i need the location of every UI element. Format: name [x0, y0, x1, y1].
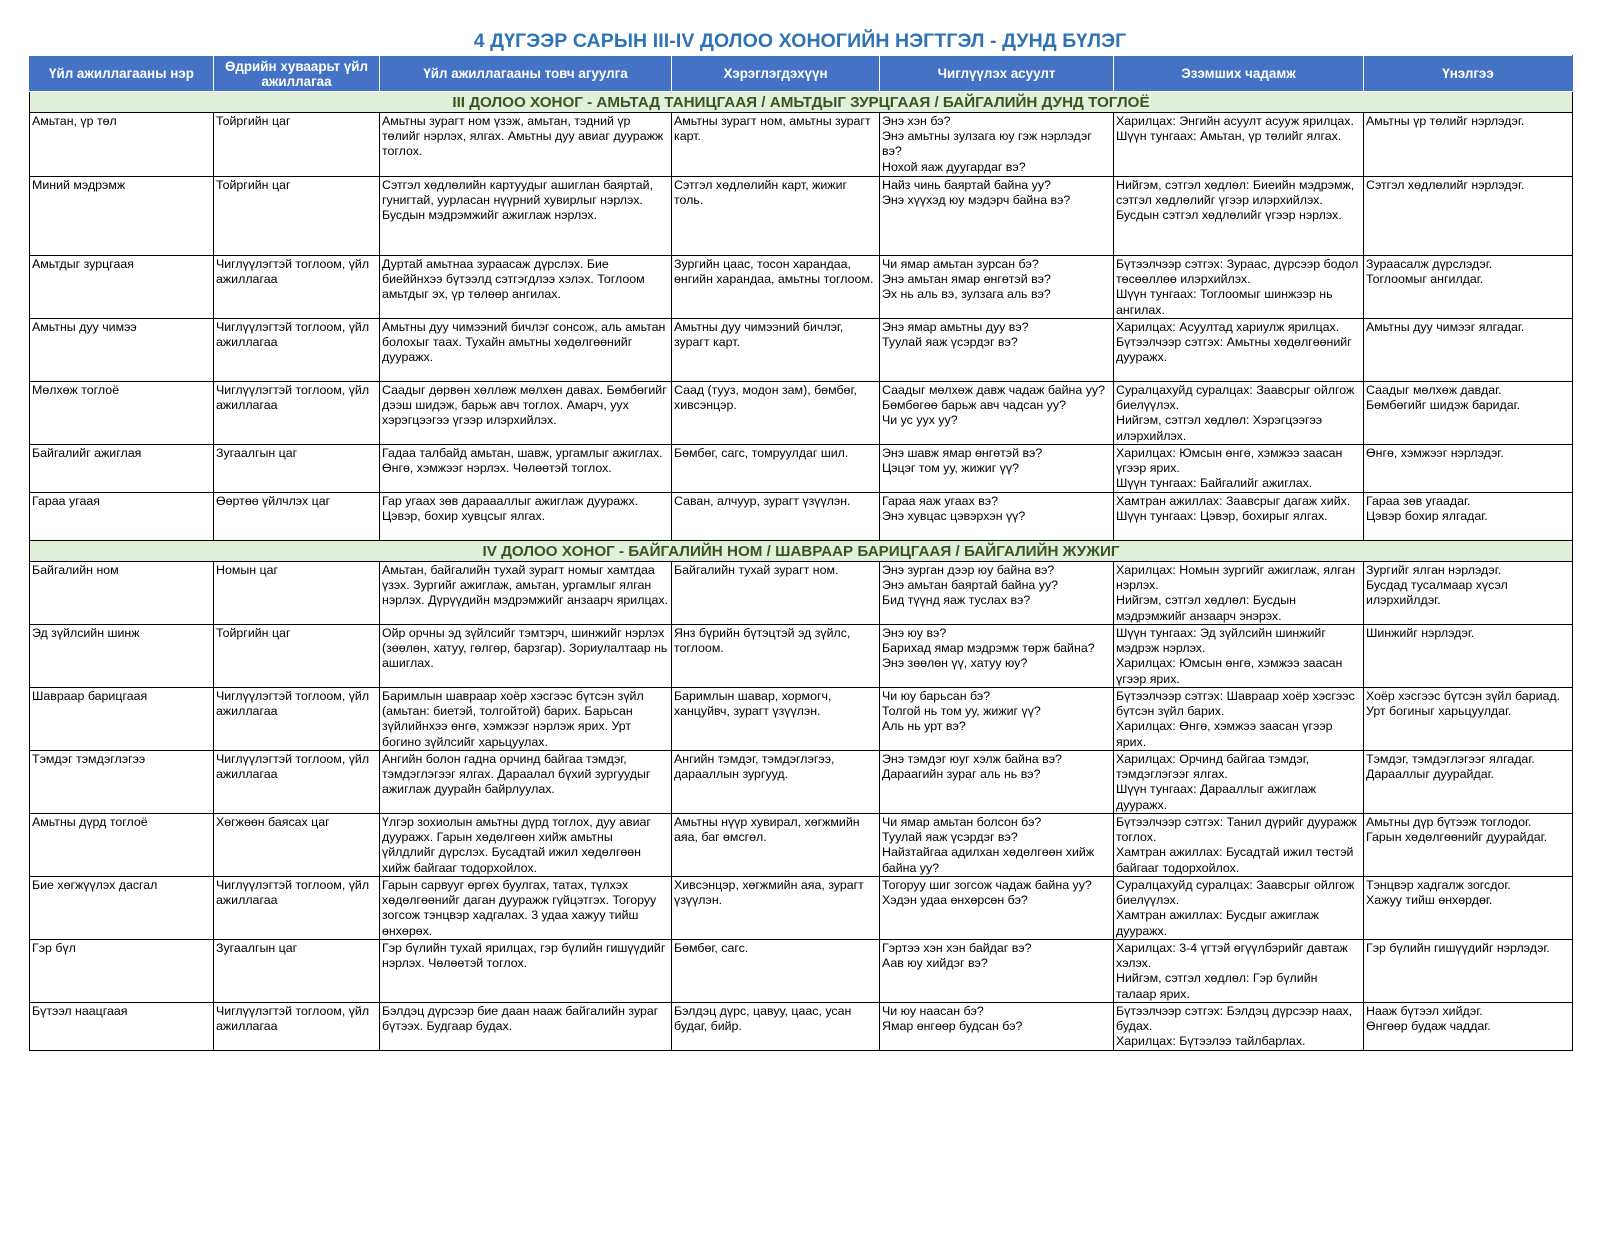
table-row	[30, 256, 1573, 319]
table-header-row	[30, 56, 1573, 92]
schedule-cell: Хөгжөөн баясах цаг	[214, 814, 380, 877]
table-row	[30, 319, 1573, 382]
assessment-cell: Саадыг мөлхөж давдаг. Бөмбөгийг шидэж баридаг.	[1364, 382, 1573, 445]
table-row	[30, 625, 1573, 688]
questions-cell: Чи юу барьсан бэ? Толгой нь том уу, жижиг үү? Аль нь урт вэ?	[880, 688, 1114, 751]
assessment-cell: Амьтны дүр бүтээж тоглодог. Гарын хөдөлгөөнийг дуурайдаг.	[1364, 814, 1573, 877]
assessment-cell: Гараа зөв угаадаг. Цэвэр бохир ялгадаг.	[1364, 493, 1573, 541]
schedule-cell: Зугаалгын цаг	[214, 940, 380, 1003]
materials-cell: Амьтны нүүр хувирал, хөгжмийн аяа, баг өмсгөл.	[672, 814, 880, 877]
table-row	[30, 562, 1573, 625]
content-cell: Сэтгэл хөдлөлийн картуудыг ашиглан баяртай, гунигтай, уурласан нүүрний хувирлыг нэрлэх. Бусдын мэдрэмжийг ажиглаж нэрлэх.	[380, 177, 672, 256]
schedule-cell: Чиглүүлэгтэй тоглоом, үйл ажиллагаа	[214, 751, 380, 814]
content-cell: Амьтан, байгалийн тухай зурагт номыг хамтдаа үзэх. Зургийг ажиглаж, амьтан, ургамлыг ялган нэрлэх. Дүрүүдийн мэдрэмжийг анзаарч ярилцах.	[380, 562, 672, 625]
week-header-row	[30, 92, 1573, 113]
questions-cell: Энэ шавж ямар өнгөтэй вэ? Цэцэг том уу, жижиг үү?	[880, 445, 1114, 493]
materials-cell: Зургийн цаас, тосон харандаа, өнгийн харандаа, амьтны тоглоом.	[672, 256, 880, 319]
competency-cell: Харилцах: Энгийн асуулт асууж ярилцах. Шүүн тунгаах: Амьтан, үр төлийг ялгах.	[1114, 113, 1364, 177]
schedule-cell: Өөртөө үйлчлэх цаг	[214, 493, 380, 541]
questions-cell: Чи юу наасан бэ? Ямар өнгөөр будсан бэ?	[880, 1003, 1114, 1051]
questions-cell: Энэ юу вэ? Барихад ямар мэдрэмж төрж байна? Энэ зөөлөн үү, хатуу юу?	[880, 625, 1114, 688]
activity-name-cell: Бүтээл наацгаая	[30, 1003, 214, 1051]
materials-cell: Саван, алчуур, зурагт үзүүлэн.	[672, 493, 880, 541]
assessment-cell: Зургийг ялган нэрлэдэг. Бусдад тусалмаар хүсэл илэрхийлдэг.	[1364, 562, 1573, 625]
content-cell: Амьтны дуу чимээний бичлэг сонсож, аль амьтан болохыг таах. Тухайн амьтны хөдөлгөөнийг дууражх.	[380, 319, 672, 382]
materials-cell: Ангийн тэмдэг, тэмдэглэгээ, дарааллын зургууд.	[672, 751, 880, 814]
assessment-cell: Амьтны үр төлийг нэрлэдэг.	[1364, 113, 1573, 177]
assessment-cell: Хоёр хэсгээс бүтсэн зүйл бариад. Урт богиныг харьцуулдаг.	[1364, 688, 1573, 751]
materials-cell: Бэлдэц дүрс, цавуу, цаас, усан будаг, бийр.	[672, 1003, 880, 1051]
table-row	[30, 445, 1573, 493]
activity-name-cell: Шавраар барицгаая	[30, 688, 214, 751]
content-cell: Гарын сарвууг өргөх буулгах, татах, түлхэх хөдөлгөөнийг даган дууражж гүйцэтгэх. Тогоруу зогсож тэнцвэр хадгалах. 3 удаа хажуу тийш өнхөрөх.	[380, 877, 672, 940]
page-title: 4 ДҮГЭЭР САРЫН III-IV ДОЛОО ХОНОГИЙН НЭГТГЭЛ - ДУНД БҮЛЭГ	[473, 30, 1127, 52]
activity-name-cell: Амьтан, үр төл	[30, 113, 214, 177]
content-cell: Ойр орчны эд зүйлсийг тэмтэрч, шинжийг нэрлэх (зөөлөн, хатуу, гөлгөр, барзгар). Зориулалтаар нь ашиглах.	[380, 625, 672, 688]
assessment-cell: Өнгө, хэмжээг нэрлэдэг.	[1364, 445, 1573, 493]
col-header-materials: Хэрэглэгдэхүүн	[672, 56, 880, 92]
competency-cell: Бүтээлчээр сэтгэх: Зураас, дүрсээр бодол төсөөллөө илэрхийлэх. Шүүн тунгаах: Тоглоомыг шинжээр нь ангилах.	[1114, 256, 1364, 319]
week-title: III ДОЛОО ХОНОГ - АМЬТАД ТАНИЦГААЯ / АМЬТДЫГ ЗУРЦГААЯ / БАЙГАЛИЙН ДУНД ТОГЛОЁ	[30, 92, 1573, 113]
competency-cell: Харилцах: Асуултад хариулж ярилцах. Бүтээлчээр сэтгэх: Амьтны хөдөлгөөнийг дууражх.	[1114, 319, 1364, 382]
materials-cell: Баримлын шавар, хормогч, ханцуйвч, зурагт үзүүлэн.	[672, 688, 880, 751]
table-row	[30, 877, 1573, 940]
materials-cell: Сэтгэл хөдлөлийн карт, жижиг толь.	[672, 177, 880, 256]
table-row	[30, 1003, 1573, 1051]
schedule-cell: Чиглүүлэгтэй тоглоом, үйл ажиллагаа	[214, 319, 380, 382]
schedule-cell: Тойргийн цаг	[214, 177, 380, 256]
table-body	[30, 92, 1573, 1051]
materials-cell: Хивсэнцэр, хөгжмийн аяа, зурагт үзүүлэн.	[672, 877, 880, 940]
activity-name-cell: Гараа угаая	[30, 493, 214, 541]
week-title: IV ДОЛОО ХОНОГ - БАЙГАЛИЙН НОМ / ШАВРААР БАРИЦГААЯ / БАЙГАЛИЙН ЖУЖИГ	[30, 541, 1573, 562]
schedule-cell: Чиглүүлэгтэй тоглоом, үйл ажиллагаа	[214, 877, 380, 940]
col-header-schedule: Өдрийн хуваарьт үйл ажиллагаа	[214, 56, 380, 92]
questions-cell: Энэ тэмдэг юуг хэлж байна вэ? Дараагийн зураг аль нь вэ?	[880, 751, 1114, 814]
questions-cell: Саадыг мөлхөж давж чадаж байна уу? Бөмбөгөө барьж авч чадсан уу? Чи ус уух уу?	[880, 382, 1114, 445]
activity-name-cell: Амьтдыг зурцгаая	[30, 256, 214, 319]
questions-cell: Найз чинь баяртай байна уу? Энэ хүүхэд юу мэдэрч байна вэ?	[880, 177, 1114, 256]
competency-cell: Шүүн тунгаах: Эд зүйлсийн шинжийг мэдрэж нэрлэх. Харилцах: Юмсын өнгө, хэмжээ заасан үгээр ярих.	[1114, 625, 1364, 688]
competency-cell: Суралцахуйд суралцах: Заавсрыг ойлгож биелүүлэх. Нийгэм, сэтгэл хөдлөл: Хэрэгцээгээ илэрхийлэх.	[1114, 382, 1364, 445]
materials-cell: Амьтны зурагт ном, амьтны зурагт карт.	[672, 113, 880, 177]
col-header-activity-name: Үйл ажиллагааны нэр	[30, 56, 214, 92]
col-header-guiding-questions: Чиглүүлэх асуулт	[880, 56, 1114, 92]
assessment-cell: Сэтгэл хөдлөлийг нэрлэдэг.	[1364, 177, 1573, 256]
materials-cell: Байгалийн тухай зурагт ном.	[672, 562, 880, 625]
assessment-cell: Тэнцвэр хадгалж зогсдог. Хажуу тийш өнхөрдөг.	[1364, 877, 1573, 940]
assessment-cell: Тэмдэг, тэмдэглэгээг ялгадаг. Дарааллыг дуурайдаг.	[1364, 751, 1573, 814]
assessment-cell: Амьтны дуу чимээг ялгадаг.	[1364, 319, 1573, 382]
assessment-cell: Гэр бүлийн гишүүдийг нэрлэдэг.	[1364, 940, 1573, 1003]
materials-cell: Бөмбөг, сагс.	[672, 940, 880, 1003]
content-cell: Амьтны зурагт ном үзэж, амьтан, тэдний үр төлийг нэрлэх, ялгах. Амьтны дуу авиаг дууражж тоглох.	[380, 113, 672, 177]
schedule-cell: Чиглүүлэгтэй тоглоом, үйл ажиллагаа	[214, 382, 380, 445]
content-cell: Гэр бүлийн тухай ярилцах, гэр бүлийн гишүүдийг нэрлэх. Чөлөөтэй тоглох.	[380, 940, 672, 1003]
competency-cell: Хамтран ажиллах: Заавсрыг дагаж хийх. Шүүн тунгаах: Цэвэр, бохирыг ялгах.	[1114, 493, 1364, 541]
schedule-cell: Зугаалгын цаг	[214, 445, 380, 493]
questions-cell: Энэ хэн бэ? Энэ амьтны зулзага юу гэж нэрлэдэг вэ? Нохой яаж дуугардаг вэ?	[880, 113, 1114, 177]
schedule-cell: Чиглүүлэгтэй тоглоом, үйл ажиллагаа	[214, 256, 380, 319]
activity-name-cell: Тэмдэг тэмдэглэгээ	[30, 751, 214, 814]
schedule-cell: Чиглүүлэгтэй тоглоом, үйл ажиллагаа	[214, 1003, 380, 1051]
activity-name-cell: Амьтны дүрд тоглоё	[30, 814, 214, 877]
materials-cell: Саад (тууз, модон зам), бөмбөг, хивсэнцэр.	[672, 382, 880, 445]
table-row	[30, 493, 1573, 541]
week-header-row	[30, 541, 1573, 562]
table-row	[30, 751, 1573, 814]
activity-name-cell: Эд зүйлсийн шинж	[30, 625, 214, 688]
competency-cell: Бүтээлчээр сэтгэх: Танил дүрийг дууражж тоглох. Хамтран ажиллах: Бусадтай ижил төстэй байгааг тодорхойлох.	[1114, 814, 1364, 877]
content-cell: Гар угаах зөв дараааллыг ажиглаж дууражх. Цэвэр, бохир хувцсыг ялгах.	[380, 493, 672, 541]
competency-cell: Бүтээлчээр сэтгэх: Бэлдэц дүрсээр наах, будах. Харилцах: Бүтээлээ тайлбарлах.	[1114, 1003, 1364, 1051]
schedule-cell: Чиглүүлэгтэй тоглоом, үйл ажиллагаа	[214, 688, 380, 751]
activity-name-cell: Амьтны дуу чимээ	[30, 319, 214, 382]
col-header-content: Үйл ажиллагааны товч агуулга	[380, 56, 672, 92]
activity-name-cell: Гэр бүл	[30, 940, 214, 1003]
content-cell: Баримлын шавраар хоёр хэсгээс бүтсэн зүйл (амьтан: биетэй, толгойтой) барих. Барьсан зүйлийнхээ өнгө, хэмжээг нэрлэж ярих. Урт богино зүйлсийг харьцуулах.	[380, 688, 672, 751]
assessment-cell: Нааж бүтээл хийдэг. Өнгөөр будаж чаддаг.	[1364, 1003, 1573, 1051]
activity-name-cell: Бие хөгжүүлэх дасгал	[30, 877, 214, 940]
questions-cell: Гэртээ хэн хэн байдаг вэ? Аав юу хийдэг вэ?	[880, 940, 1114, 1003]
materials-cell: Бөмбөг, сагс, томруулдаг шил.	[672, 445, 880, 493]
questions-cell: Чи ямар амьтан болсон бэ? Туулай яаж үсэрдэг вэ? Найзтайгаа адилхан хөдөлгөөн хийж байна уу?	[880, 814, 1114, 877]
table-row	[30, 688, 1573, 751]
col-header-competencies: Эзэмших чадамж	[1114, 56, 1364, 92]
materials-cell: Амьтны дуу чимээний бичлэг, зурагт карт.	[672, 319, 880, 382]
table-row	[30, 814, 1573, 877]
table-row	[30, 940, 1573, 1003]
schedule-cell: Номын цаг	[214, 562, 380, 625]
activity-name-cell: Миний мэдрэмж	[30, 177, 214, 256]
activity-name-cell: Мөлхөж тоглоё	[30, 382, 214, 445]
content-cell: Гадаа талбайд амьтан, шавж, ургамлыг ажиглах. Өнгө, хэмжээг нэрлэх. Чөлөөтэй тоглох.	[380, 445, 672, 493]
content-cell: Бэлдэц дүрсээр бие даан нааж байгалийн зураг бүтээх. Будгаар будах.	[380, 1003, 672, 1051]
competency-cell: Харилцах: Юмсын өнгө, хэмжээ заасан үгээр ярих. Шүүн тунгаах: Байгалийг ажиглах.	[1114, 445, 1364, 493]
schedule-cell: Тойргийн цаг	[214, 113, 380, 177]
activity-name-cell: Байгалийг ажиглая	[30, 445, 214, 493]
table-row	[30, 113, 1573, 177]
questions-cell: Гараа яаж угаах вэ? Энэ хувцас цэвэрхэн үү?	[880, 493, 1114, 541]
content-cell: Ангийн болон гадна орчинд байгаа тэмдэг, тэмдэглэгээг ялгах. Дараалал бүхий зургуудыг ажиглаж дуурайн байрлуулах.	[380, 751, 672, 814]
col-header-assessment: Үнэлгээ	[1364, 56, 1573, 92]
table-row	[30, 177, 1573, 256]
questions-cell: Тогоруу шиг зогсож чадаж байна уу? Хэдэн удаа өнхөрсөн бэ?	[880, 877, 1114, 940]
competency-cell: Харилцах: 3-4 үгтэй өгүүлбэрийг давтаж хэлэх. Нийгэм, сэтгэл хөдлөл: Гэр бүлийн талаар ярих.	[1114, 940, 1364, 1003]
content-cell: Саадыг дөрвөн хөллөж мөлхөн давах. Бөмбөгийг дээш шидэж, барьж авч тоглох. Амарч, уух хэрэгцээгээ үгээр илэрхийлэх.	[380, 382, 672, 445]
assessment-cell: Зураасалж дүрслэдэг. Тоглоомыг ангилдаг.	[1364, 256, 1573, 319]
activity-name-cell: Байгалийн ном	[30, 562, 214, 625]
questions-cell: Энэ ямар амьтны дуу вэ? Туулай яаж үсэрдэг вэ?	[880, 319, 1114, 382]
questions-cell: Чи ямар амьтан зурсан бэ? Энэ амьтан ямар өнгөтэй вэ? Эх нь аль вэ, зулзага аль вэ?	[880, 256, 1114, 319]
schedule-cell: Тойргийн цаг	[214, 625, 380, 688]
assessment-cell: Шинжийг нэрлэдэг.	[1364, 625, 1573, 688]
questions-cell: Энэ зурган дээр юу байна вэ? Энэ амьтан баяртай байна уу? Бид түүнд яаж туслах вэ?	[880, 562, 1114, 625]
content-cell: Дуртай амьтнаа зураасаж дүрслэх. Бие биеййнхээ бүтээлд сэтгэгдлээ хэлэх. Тоглоом амьтдыг эх, үр төлөөр ангилах.	[380, 256, 672, 319]
activity-plan-table	[29, 55, 1573, 1051]
competency-cell: Харилцах: Орчинд байгаа тэмдэг, тэмдэглэгээг ялгах. Шүүн тунгаах: Дарааллыг ажиглаж дууражх.	[1114, 751, 1364, 814]
competency-cell: Нийгэм, сэтгэл хөдлөл: Биеийн мэдрэмж, сэтгэл хөдлөлийг үгээр илэрхийлэх. Бусдын сэтгэл хөдлөлийг үгээр нэрлэх.	[1114, 177, 1364, 256]
competency-cell: Бүтээлчээр сэтгэх: Шавраар хоёр хэсгээс бүтсэн зүйл барих. Харилцах: Өнгө, хэмжээ заасан үгээр ярих.	[1114, 688, 1364, 751]
table-row	[30, 382, 1573, 445]
content-cell: Үлгэр зохиолын амьтны дүрд тоглох, дуу авиаг дууражх. Гарын хөдөлгөөн хийж амьтны үйлдлийг дүрслэх. Бусадтай ижил хөдөлгөөн хийж байгааг тодорхойлох.	[380, 814, 672, 877]
competency-cell: Суралцахуйд суралцах: Заавсрыг ойлгож биелүүлэх. Хамтран ажиллах: Бусдыг ажиглаж дууражх.	[1114, 877, 1364, 940]
materials-cell: Янз бүрийн бүтэцтэй эд зүйлс, тоглоом.	[672, 625, 880, 688]
competency-cell: Харилцах: Номын зургийг ажиглаж, ялган нэрлэх. Нийгэм, сэтгэл хөдлөл: Бусдын мэдрэмжийг анзаарч энэрэх.	[1114, 562, 1364, 625]
